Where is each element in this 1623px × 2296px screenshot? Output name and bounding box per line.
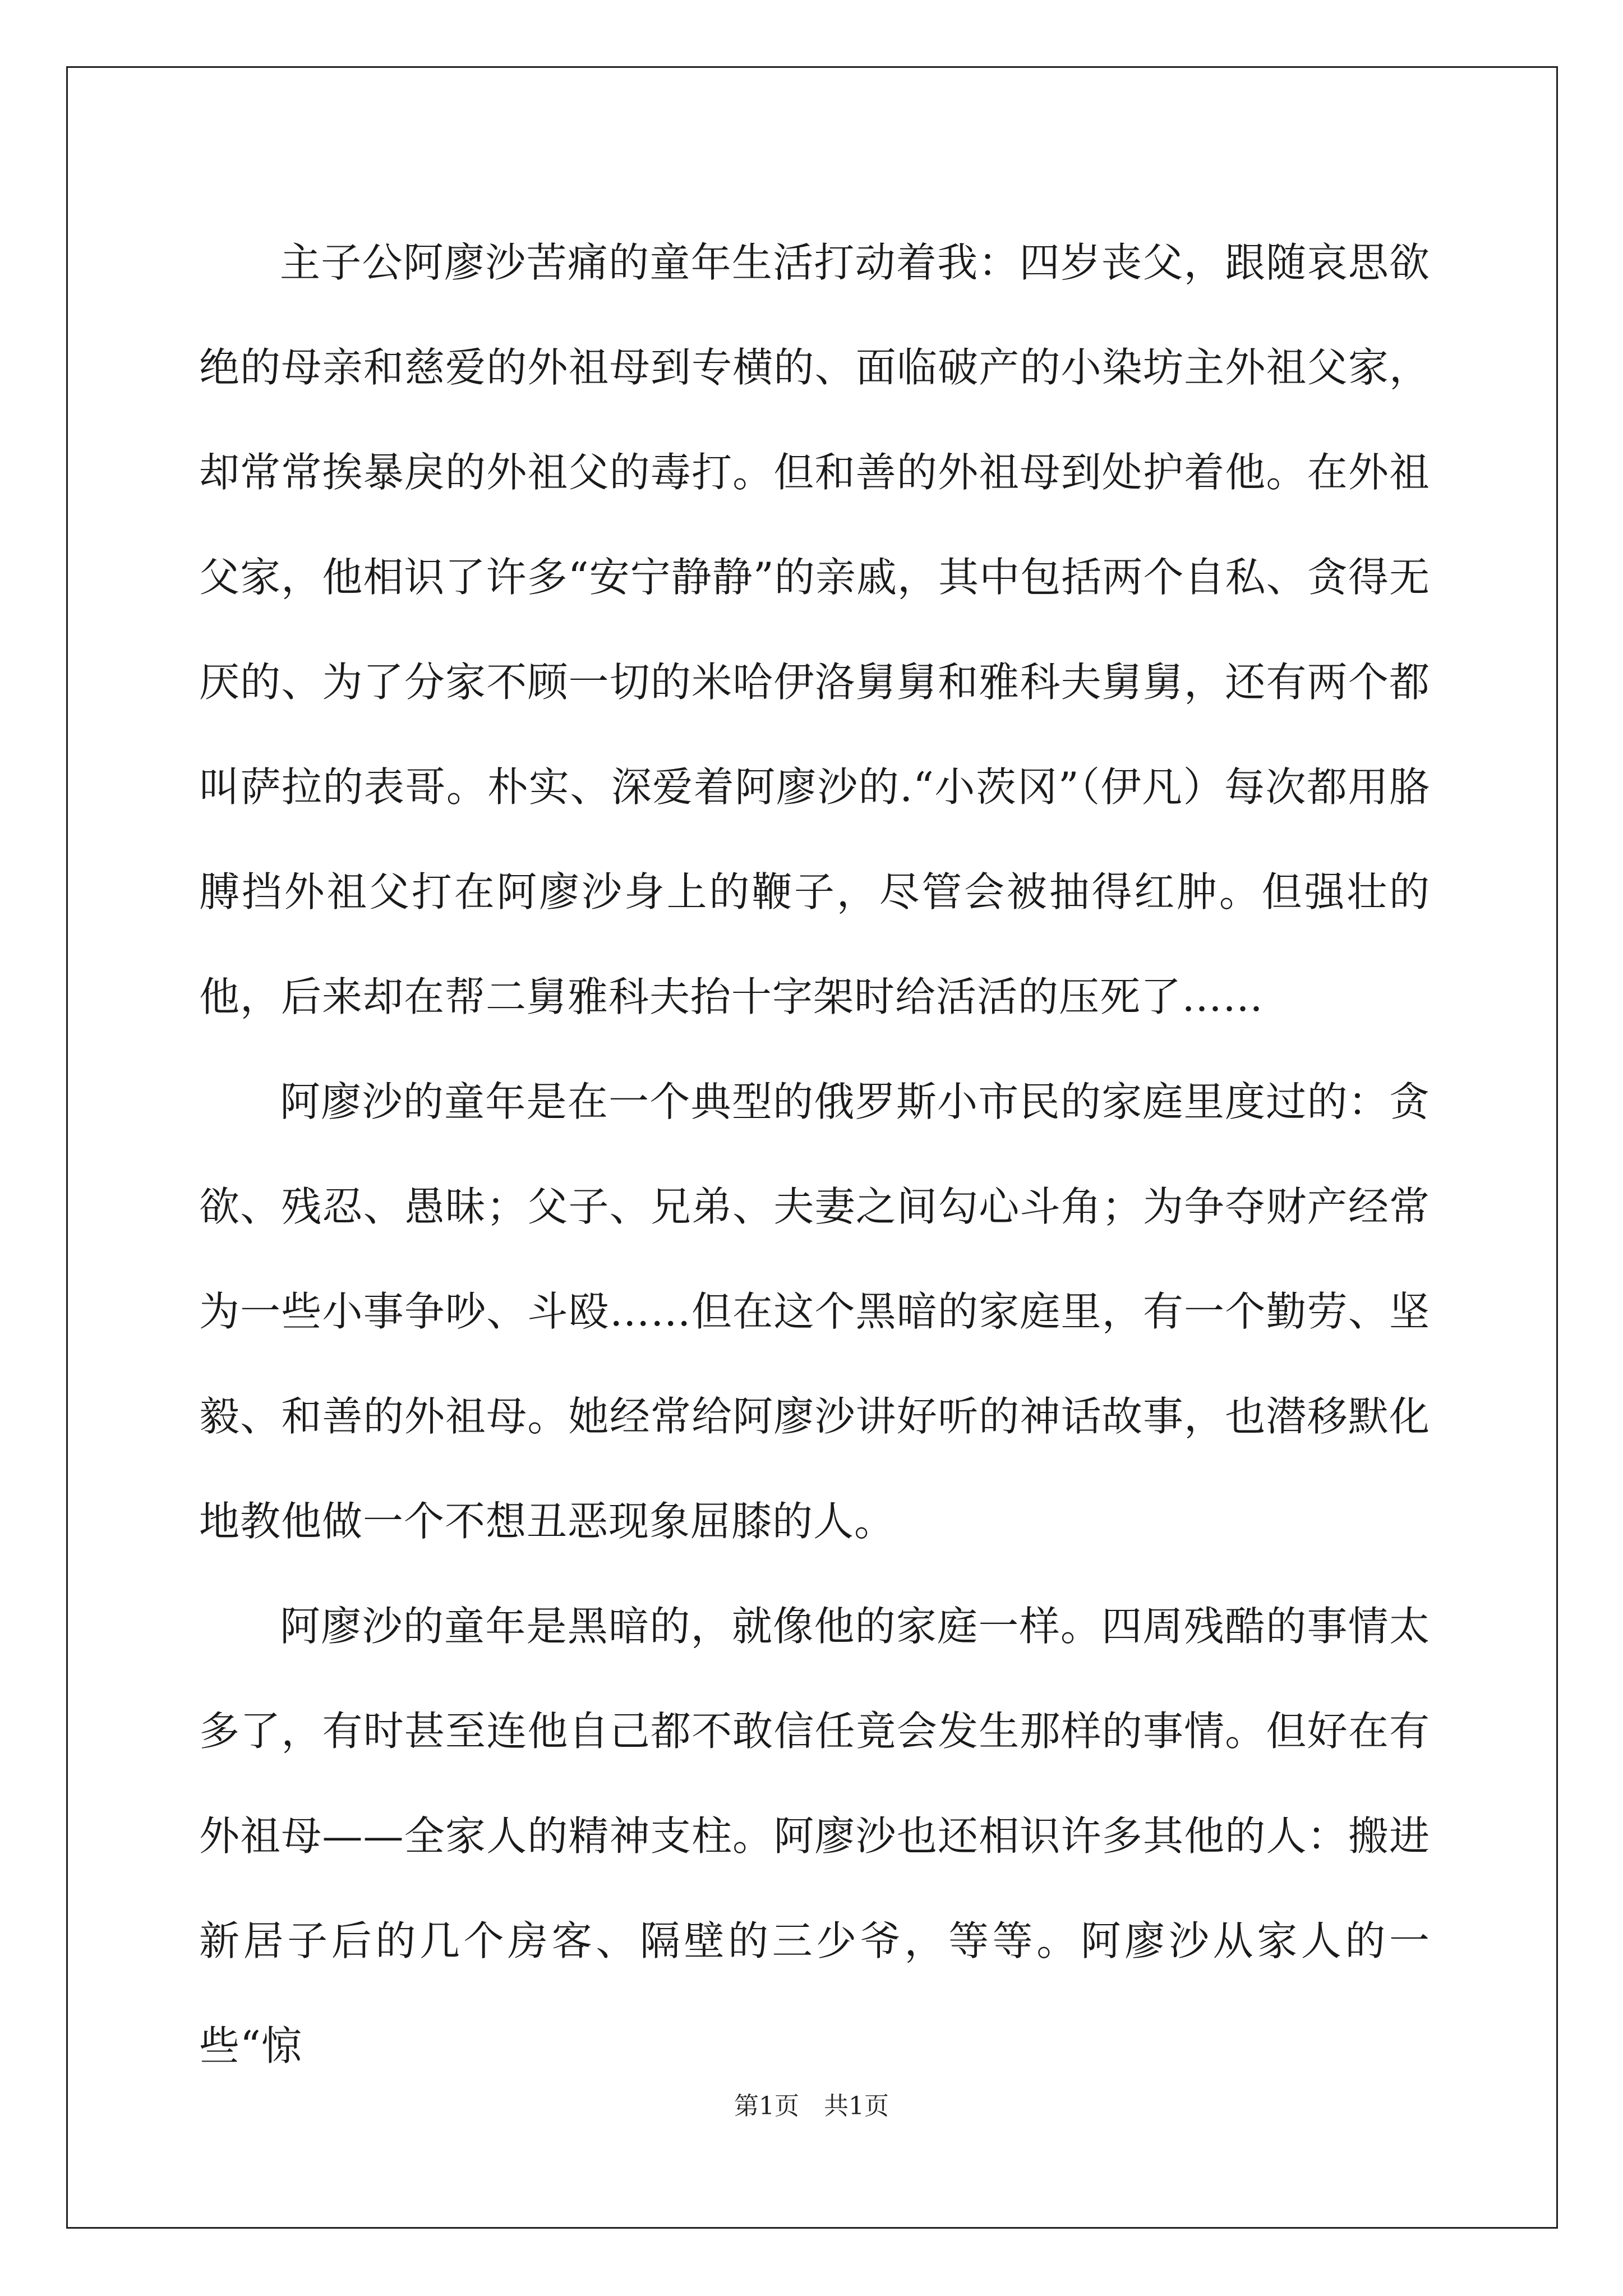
page-footer	[0, 2090, 1623, 2123]
paragraph-3: 阿廖沙的童年是黑暗的，就像他的家庭一样。四周残酷的事情太多了，有时甚至连他自己都不敢信任竟会发生那样的事情。但好在有外祖母——全家人的精神支柱。阿廖沙也还相识许多其他的人：搬进新居子后的几个房客、隔壁的三少爷，等等。阿廖沙从家人的一些“惊	[199, 1603, 1430, 2069]
paragraph-2: 阿廖沙的童年是在一个典型的俄罗斯小市民的家庭里度过的：贪欲、残忍、愚昧；父子、兄弟、夫妻之间勾心斗角；为争夺财产经常为一些小事争吵、斗殴……但在这个黑暗的家庭里，有一个勤劳、坚毅、和善的外祖母。她经常给阿廖沙讲好听的神话故事，也潜移默化地教他做一个不想丑恶现象屈膝的人。	[199, 1078, 1430, 1545]
paragraph-1: 主子公阿廖沙苦痛的童年生活打动着我：四岁丧父，跟随哀思欲绝的母亲和慈爱的外祖母到专横的、面临破产的小染坊主外祖父家，却常常挨暴戾的外祖父的毒打。但和善的外祖母到处护着他。在外祖父家，他相识了许多“安宁静静”的亲戚，其中包括两个自私、贪得无厌的、为了分家不顾一切的米哈伊洛舅舅和雅科夫舅舅，还有两个都叫萨拉的表哥。朴实、深爱着阿廖沙的.“小茨冈”（伊凡）每次都用胳膊挡外祖父打在阿廖沙身上的鞭子，尽管会被抽得红肿。但强壮的他，后来却在帮二舅雅科夫抬十字架时给活活的压死了……	[199, 239, 1430, 1020]
document-body	[199, 210, 1430, 2099]
page-total: 共1页	[824, 2092, 889, 2120]
page-number: 第1页	[734, 2092, 799, 2120]
